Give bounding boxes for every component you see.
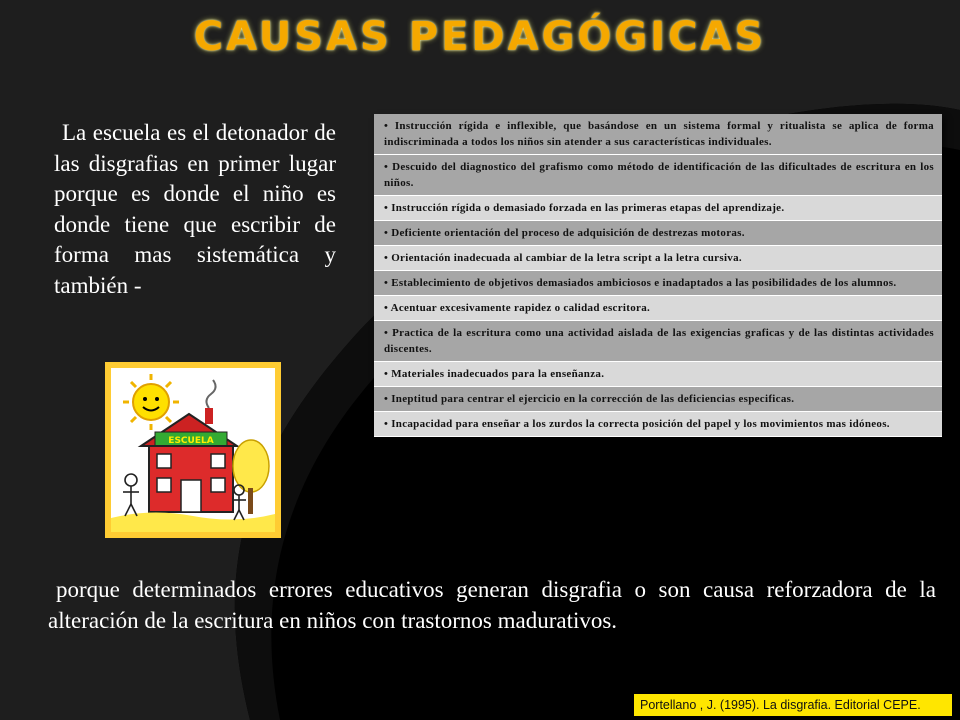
intro-paragraph: La escuela es el detonador de las disgrafias en primer lugar porque es donde el niño es donde tiene que escribir de forma mas sistemática y también - (54, 120, 336, 298)
cause-row: • Deficiente orientación del proceso de adquisición de destrezas motoras. (374, 221, 942, 246)
cause-row: • Practica de la escritura como una actividad aislada de las exigencias graficas y de las distintas actividades discentes. (374, 321, 942, 362)
cause-row: • Orientación inadecuada al cambiar de la letra script a la letra cursiva. (374, 246, 942, 271)
cause-row: • Acentuar excesivamente rapidez o calidad escritora. (374, 296, 942, 321)
cause-row: • Instrucción rígida o demasiado forzada en las primeras etapas del aprendizaje. (374, 196, 942, 221)
citation-box: Portellano , J. (1995). La disgrafia. Editorial CEPE. (634, 694, 952, 716)
cause-row: • Descuido del diagnostico del grafismo como método de identificación de las dificultades de escritura en los niños. (374, 155, 942, 196)
sun-icon (123, 374, 179, 430)
school-illustration (105, 362, 281, 538)
causes-table (374, 114, 942, 437)
school-drawing (111, 368, 275, 532)
cause-row: • Ineptitud para centrar el ejercicio en la corrección de las deficiencias especificas. (374, 387, 942, 412)
cause-row: • Materiales inadecuados para la enseñanza. (374, 362, 942, 387)
slide-title: CAUSAS PEDAGÓGICAS (193, 14, 767, 60)
cause-row: • Incapacidad para enseñar a los zurdos la correcta posición del papel y los movimientos mas idóneos. (374, 412, 942, 437)
conclusion-paragraph: porque determinados errores educativos generan disgrafia o son causa reforzadora de la alteración de la escritura en niños con trastornos madurativos. (48, 577, 936, 633)
sign-label: ESCUELA (168, 436, 214, 446)
cause-row: • Establecimiento de objetivos demasiados ambiciosos e inadaptados a las posibilidades de los alumnos. (374, 271, 942, 296)
cause-row: • Instrucción rígida e inflexible, que basándose en un sistema formal y ritualista se aplica de forma indiscriminada a todos los niños sin atender a sus características individuales. (374, 114, 942, 155)
